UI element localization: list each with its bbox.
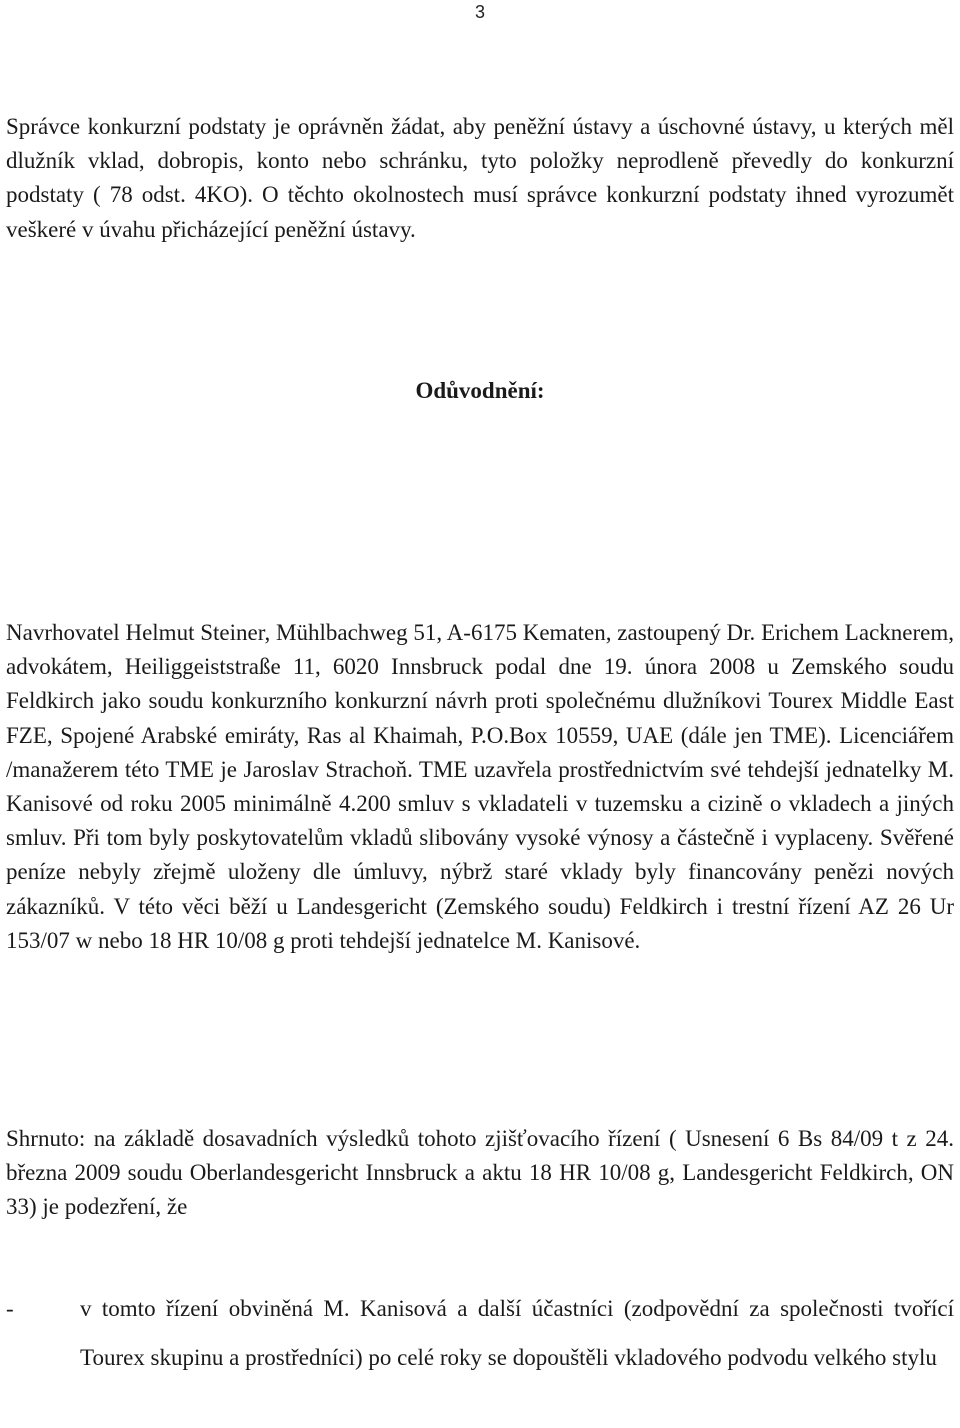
list-item — [6, 1284, 954, 1382]
paragraph-deposit-transfer: Správce konkurzní podstaty je oprávněn žádat, aby peněžní ústavy a úschovné ústavy, u kterých měl dlužník vklad, dobropis, konto nebo schránku, tyto položky neprodleně převedly do konkurzní podstaty ( 78 odst. 4KO). O těchto okolnostech musí správce konkurzní podstaty ihned vyrozumět veškeré v úvahu přicházející peněžní ústavy. — [6, 114, 954, 242]
suspicion-list — [6, 1284, 954, 1382]
paragraph-summary: Shrnuto: na základě dosavadních výsledků tohoto zjišťovacího řízení ( Usnesení 6 Bs 84/09 t z 24. března 2009 soudu Oberlandesgericht Innsbruck a aktu 18 HR 10/08 g, Landesgericht Feldkirch, ON 33) je podezření, že — [6, 1126, 954, 1220]
dash-marker: - — [6, 1296, 14, 1321]
list-item-text: v tomto řízení obviněná M. Kanisová a další účastníci (zodpovědní za společnosti tvořící Tourex skupinu a prostředníci) po celé roky se dopouštěli vkladového podvodu velkého stylu — [80, 1296, 954, 1370]
page-number: 3 — [474, 2, 485, 22]
section-heading-justification: Odůvodnění: — [415, 378, 545, 403]
paragraph-petition-details: Navrhovatel Helmut Steiner, Mühlbachweg 51, A-6175 Kematen, zastoupený Dr. Erichem Lacknerem, advokátem, Heiliggeiststraße 11, 6020 Innsbruck podal dne 19. února 2008 u Zemského soudu Feldkirch jako soudu konkurzního konkurzní návrh proti společnému dlužníkovi Tourex Middle East FZE, Spojené Arabské emiráty, Ras al Khaimah, P.O.Box 10559, UAE (dále jen TME). Licenciářem /manažerem této TME je Jaroslav Strachoň. TME uzavřela prostřednictvím své tehdejší jednatelky M. Kanisové od roku 2005 minimálně 4.200 smluv s vkladateli v tuzemsku a cizině o vkladech a jiných smluv. Při tom byly poskytovatelům vkladů slibovány vysoké výnosy a částečně i vyplaceny. Svěřené peníze nebyly zřejmě uloženy dle úmluvy, nýbrž staré vklady byly financovány penězi nových zákazníků. V této věci běží u Landesgericht (Zemského soudu) Feldkirch i trestní řízení AZ 26 Ur 153/07 w nebo 18 HR 10/08 g proti tehdejší jednatelce M. Kanisové. — [6, 620, 954, 953]
